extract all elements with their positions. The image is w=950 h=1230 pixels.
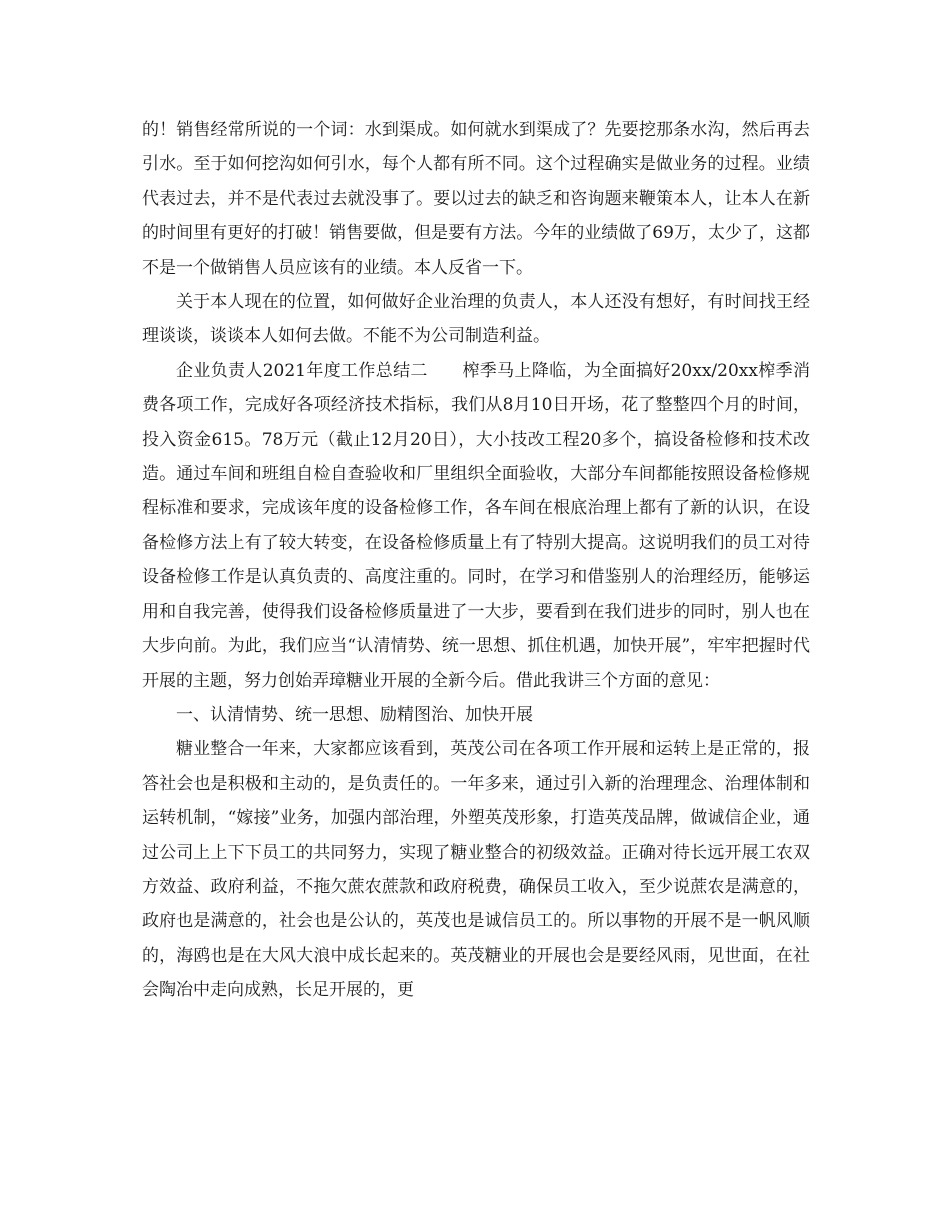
paragraph-sugar-integration: 糖业整合一年来，大家都应该看到，英茂公司在各项工作开展和运转上是正常的，报答社会也是积极和主动的，是负责任的。一年多来，通过引入新的治理理念、治理体制和运转机制，“嫁接”业务，加强内部治理，外塑英茂形象，打造英茂品牌，做诚信企业，通过公司上上下下员工的共同努力，实现了糖业整合的初级效益。正确对待长远开展工农双方效益、政府利益，不拖欠蔗农蔗款和政府税费，确保员工收入，至少说蔗农是满意的，政府也是满意的，社会也是公认的，英茂也是诚信员工的。所以事物的开展不是一帆风顺的，海鸥也是在大风大浪中成长起来的。英茂糖业的开展也会是要经风雨，见世面，在社会陶冶中走向成熟，长足开展的，更: [142, 739, 810, 1001]
paragraph-annual-summary-two: 企业负责人2021年度工作总结二 榨季马上降临，为全面搞好20xx/20xx榨季消费各项工作，完成好各项经济技术指标，我们从8月10日开场，花了整整四个月的时间，投入资金615。78万元（截止12月20日），大小技改工程20多个，搞设备检修和技术改造。通过车间和班组自检自查验收和厂里组织全面验收，大部分车间都能按照设备检修规程标准和要求，完成该年度的设备检修工作，各车间在根底治理上都有了新的认识，在设备检修方法上有了较大转变，在设备检修质量上有了特别大提高。这说明我们的员工对待设备检修工作是认真负责的、高度注重的。同时，在学习和借鉴别人的治理经历，能够运用和自我完善，使得我们设备检修质量进了一大步，要看到在我们进步的同时，别人也在大步向前。为此，我们应当“认清情势、统一思想、抓住机遇，加快开展”，牢牢把握时代开展的主题，努力创始弄璋糖业开展的全新今后。借此我讲三个方面的意见：: [142, 360, 810, 691]
document-body: [142, 113, 810, 1008]
section-heading-one: 一、认清情势、统一思想、励精图治、加快开展: [176, 704, 533, 725]
paragraph-sales-reflection: 的！销售经常所说的一个词：水到渠成。如何就水到渠成了？先要挖那条水沟，然后再去引水。至于如何挖沟如何引水，每个人都有所不同。这个过程确实是做业务的过程。业绩代表过去，并不是代表过去就没事了。要以过去的缺乏和咨询题来鞭策本人，让本人在新的时间里有更好的打破！销售要做，但是要有方法。今年的业绩做了69万，太少了，这都不是一个做销售人员应该有的业绩。本人反省一下。: [142, 120, 810, 278]
paragraph-current-position: 关于本人现在的位置，如何做好企业治理的负责人，本人还没有想好，有时间找王经理谈谈，谈谈本人如何去做。不能不为公司制造利益。: [142, 292, 810, 347]
